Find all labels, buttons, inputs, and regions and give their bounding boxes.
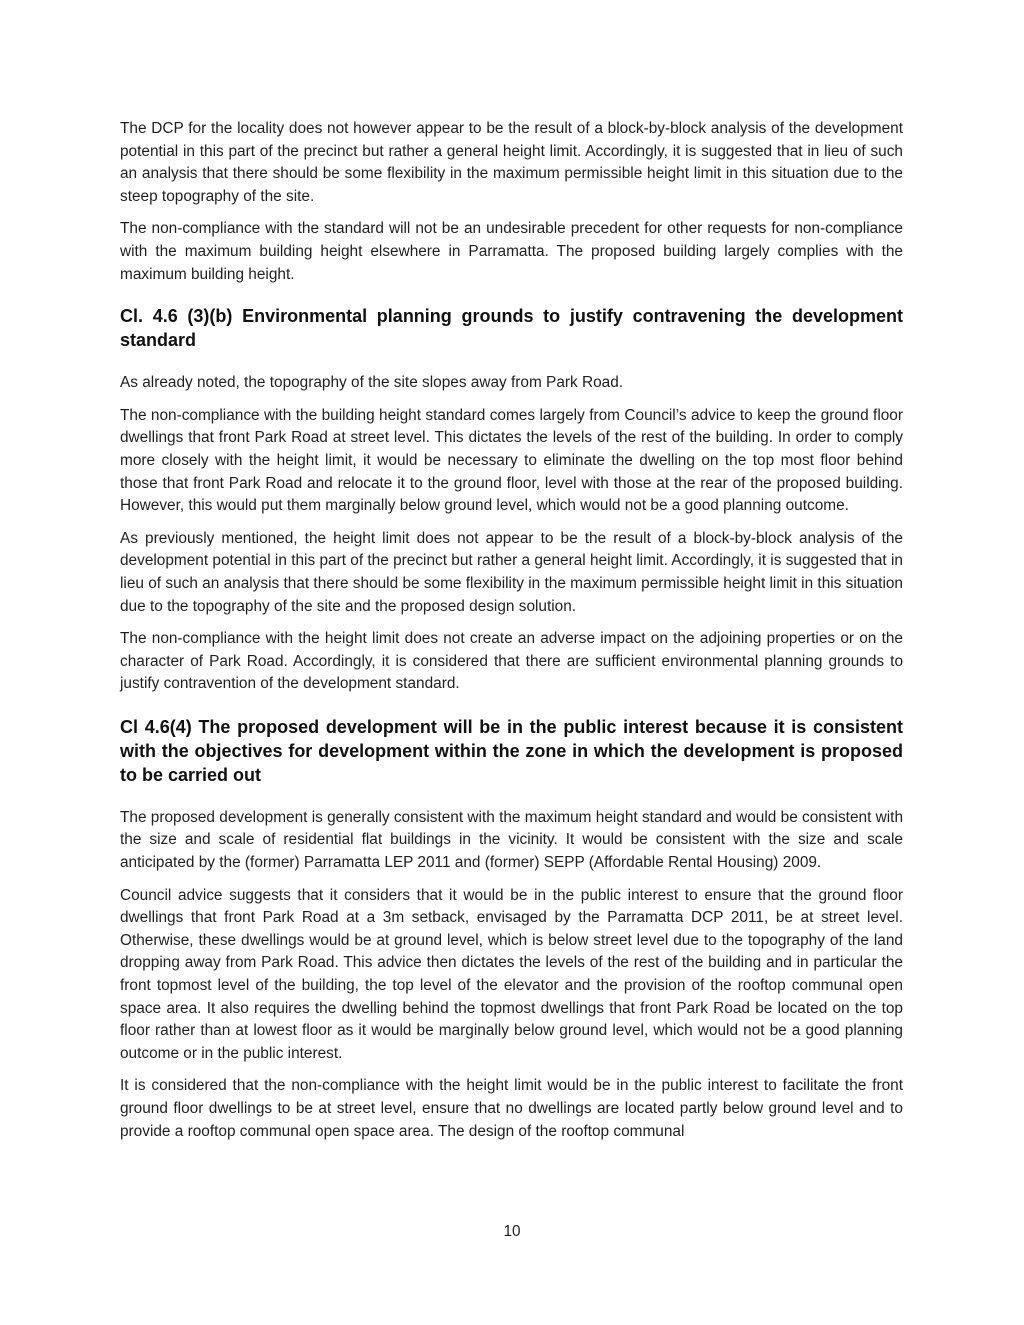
paragraph-generally-consistent: The proposed development is generally consistent with the maximum height standard and would be consistent with the size and scale of residential flat buildings in the vicinity. It would be consistent with the size and scale anticipated by the (former) Parramatta LEP 2011 and (former) SEPP (Affordable Rental Housing) 2009. [120, 808, 903, 872]
paragraph-height-limit-flexibility: As previously mentioned, the height limit does not appear to be the result of a block-by-block analysis of the development potential in this part of the precinct but rather a general height limit. Accordingly, it is suggested that in lieu of such an analysis that there should be some flexibility in the maximum permissible height limit in this situation due to the topography of the site and the proposed design solution. [120, 529, 903, 615]
heading-public-interest: Cl 4.6(4) The proposed development will be in the public interest because it is consistent with the objectives for development within the zone in which the development is proposed to be carried out [120, 716, 903, 785]
paragraph-non-compliance-public-interest: It is considered that the non-compliance with the height limit would be in the public interest to facilitate the front ground floor dwellings to be at street level, ensure that no dwellings are located partly below ground level and to provide a rooftop communal open space area. The design of the rooftop communal [120, 1077, 903, 1140]
paragraph-council-public-interest: Council advice suggests that it considers that it would be in the public interest to ensure that the ground floor dwellings that front Park Road at a 3m setback, envisaged by the Parramatta DCP 2011, be at street level. Otherwise, these dwellings would be at ground level, which is below street level due to the topography of the land dropping away from Park Road. This advice then dictates the levels of the rest of the building and in particular the front topmost level of the building, the top level of the elevator and the provision of the rooftop communal open space area. It also requires the dwelling behind the topmost dwellings that front Park Road be located on the top floor rather than at lowest floor as it would be marginally below ground level, which would not be a good planning outcome or in the public interest. [120, 886, 903, 1062]
document-page [120, 118, 903, 1153]
heading-environmental-grounds: Cl. 4.6 (3)(b) Environmental planning grounds to justify contravening the development standard [120, 306, 903, 351]
paragraph-no-adverse-impact: The non-compliance with the height limit does not create an adverse impact on the adjoining properties or on the character of Park Road. Accordingly, it is considered that there are sufficient environmental planning grounds to justify contravention of the development standard. [120, 630, 903, 693]
paragraph-topography: As already noted, the topography of the site slopes away from Park Road. [120, 374, 624, 392]
page-number: 10 [503, 1223, 521, 1240]
paragraph-precedent: The non-compliance with the standard will not be an undesirable precedent for other requests for non-compliance with the maximum building height elsewhere in Parramatta. The proposed building largely complies with the maximum building height. [120, 220, 903, 283]
paragraph-dcp-analysis: The DCP for the locality does not however appear to be the result of a block-by-block analysis of the development potential in this part of the precinct but rather a general height limit. Accordingly, it is suggested that in lieu of such an analysis that there should be some flexibility in the maximum permissible height limit in this situation due to the steep topography of the site. [120, 120, 903, 205]
paragraph-council-advice-street-level: The non-compliance with the building height standard comes largely from Council’s advice to keep the ground floor dwellings that front Park Road at street level. This dictates the levels of the rest of the building. In order to comply more closely with the height limit, it would be necessary to eliminate the dwelling on the top most floor behind those that front Park Road and relocate it to the ground floor, level with those at the rear of the proposed building. However, this would put them marginally below ground level, which would not be a good planning outcome. [120, 406, 903, 515]
